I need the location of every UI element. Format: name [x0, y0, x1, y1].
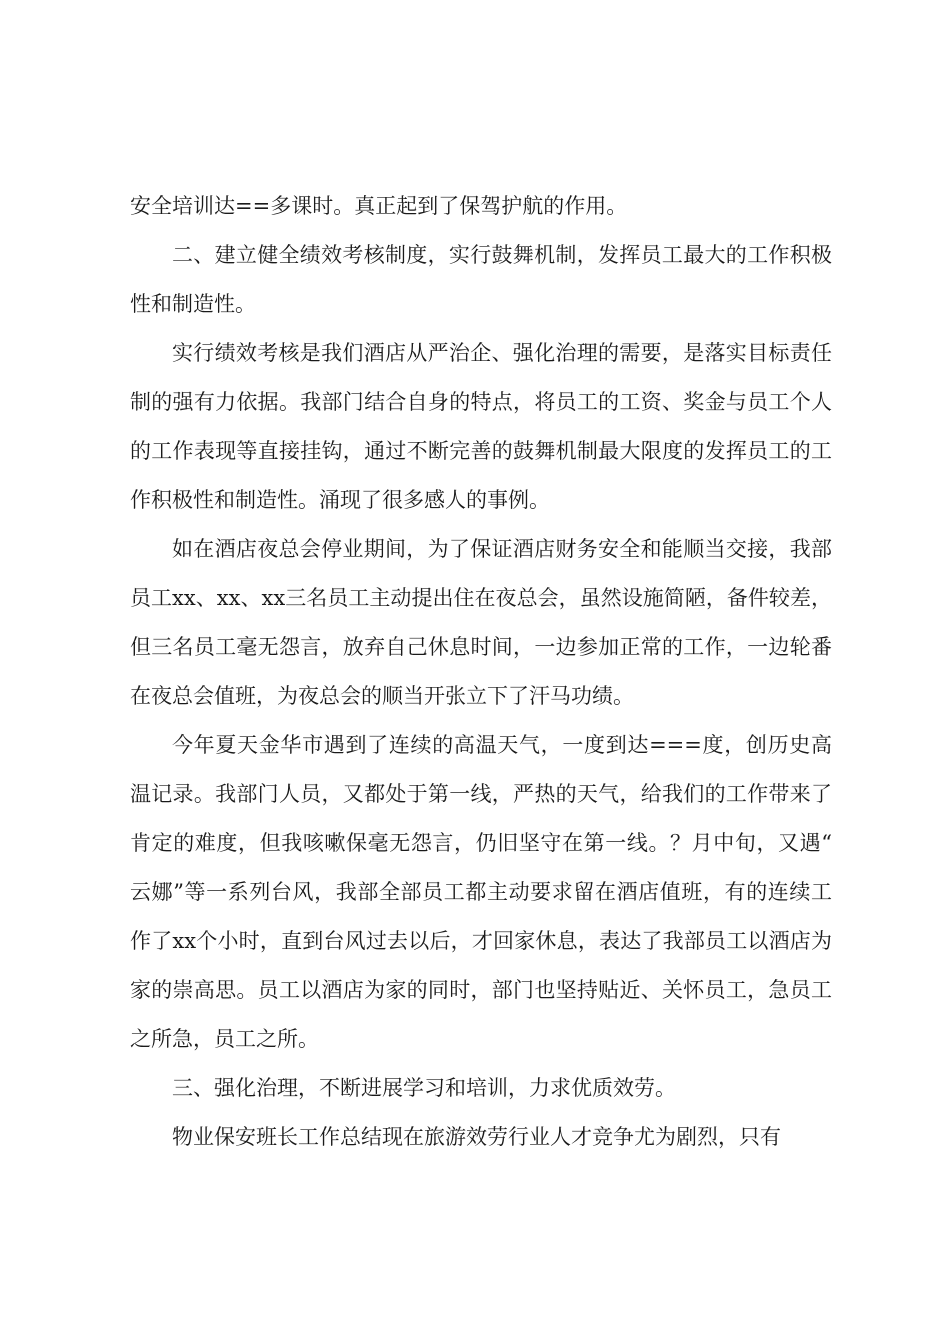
paragraph: 实行绩效考核是我们酒店从严治企、强化治理的需要，是落实目标责任制的强有力依据。我部门结合自身的特点，将员工的工资、奖金与员工个人的工作表现等直接挂钩，通过不断完善的鼓舞机制最大限度的发挥员工的工作积极性和制造性。涌现了很多感人的事例。 — [130, 341, 832, 512]
paragraph: 如在酒店夜总会停业期间，为了保证酒店财务安全和能顺当交接，我部员工xx、xx、xx三名员工主动提出住在夜总会，虽然设施简陋，备件较差，但三名员工毫无怨言，放弃自己休息时间，一边参加正常的工作，一边轮番在夜总会值班，为夜总会的顺当开张立下了汗马功绩。 — [130, 537, 832, 708]
section-heading: 三、强化治理，不断进展学习和培训，力求优质效劳。 — [172, 1076, 676, 1100]
section-heading: 二、建立健全绩效考核制度，实行鼓舞机制，发挥员工最大的工作积极性和制造性。 — [130, 243, 832, 316]
paragraph: 今年夏天金华市遇到了连续的高温天气，一度到达===度，创历史高温记录。我部门人员，又都处于第一线，严热的天气，给我们的工作带来了肯定的难度，但我咳嗽保毫无怨言，仍旧坚守在第一线。？月中旬，又遇“云娜”等一系列台风，我部全部员工都主动要求留在酒店值班，有的连续工作了xx个小时，直到台风过去以后，才回家休息，表达了我部员工以酒店为家的崇高思。员工以酒店为家的同时，部门也坚持贴近、关怀员工，急员工之所急，员工之所。 — [130, 733, 832, 1051]
document-body — [130, 182, 832, 1162]
paragraph: 安全培训达==多课时。真正起到了保驾护航的作用。 — [130, 194, 628, 218]
paragraph: 物业保安班长工作总结现在旅游效劳行业人才竞争尤为剧烈，只有 — [172, 1125, 781, 1149]
